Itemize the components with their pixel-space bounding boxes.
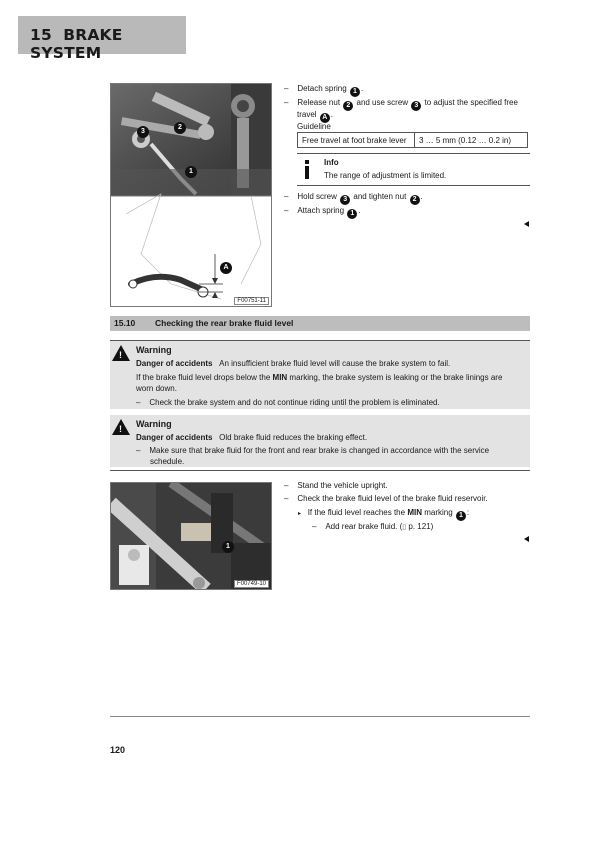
warning2-action: – Make sure that brake fluid for the front and rear brake is changed in accordance with the service [136,446,490,455]
warning1-line2: If the brake fluid level drops below the MIN marking, the brake system is leaking or the brake linings are [136,373,503,382]
warning2-line1: Danger of accidents Old brake fluid reduces the braking effect. [136,433,368,442]
step-detach-spring: – Detach spring 1 . [284,84,364,95]
end-marker-icon [524,221,529,227]
step-stand-upright: – Stand the vehicle upright. [284,481,388,490]
warning1-line3: worn down. [136,384,177,393]
warning1-title: Warning [136,345,172,355]
warning-exclamation: ! [119,350,122,360]
callout-3-inline: 3 [411,101,421,111]
callout-2-inline-2: 2 [410,195,420,205]
warning1-line1: Danger of accidents An insufficient brake fluid level will cause the brake system to fail. [136,359,451,368]
warning-box-1 [110,341,530,409]
info-title: Info [324,158,339,167]
warning1-action: – Check the brake system and do not continue riding until the problem is eliminated. [136,398,440,407]
callout-3: 3 [137,126,149,138]
info-top-rule [297,153,530,154]
guideline-label: Guideline [297,122,331,131]
section-title: Checking the rear brake fluid level [155,318,294,328]
figure-code: F00751-11 [234,297,269,305]
callout-2: 2 [174,122,186,134]
step-add-fluid: – Add rear brake fluid. (▯ p. 121) [312,522,434,531]
figure2-code: F00749-10 [234,580,269,588]
callout-1-inline: 1 [350,87,360,97]
callout-A: A [220,262,232,274]
info-bottom-rule [297,185,530,186]
chapter-title: BRAKE SYSTEM [30,26,123,62]
step-release-nut-cont: travel A . [297,110,334,121]
callout-2-inline: 2 [343,101,353,111]
chapter-header [18,16,186,62]
figure-brake-lever [110,83,272,307]
condition-min: ▸ If the fluid level reaches the MIN marking 1 : [298,508,470,519]
callout-1-inline-3: 1 [456,511,466,521]
section-heading [110,316,530,331]
figure-fluid-reservoir [110,482,272,590]
step-attach-spring: – Attach spring 1 . [284,206,361,217]
reservoir-photo [111,483,271,589]
info-icon [302,160,312,179]
guideline-table [297,132,528,148]
book-icon: ▯ [402,524,407,531]
page-number: 120 [110,745,126,755]
section-number: 15.10 [114,318,136,328]
step-hold-screw: – Hold screw 3 and tighten nut 2 . [284,192,423,203]
callout-3-inline-2: 3 [340,195,350,205]
guideline-key: Free travel at foot brake lever [298,133,415,148]
brake-lever-illustration [111,84,271,306]
warning2-title: Warning [136,419,172,429]
chapter-number: 15 [30,26,52,44]
warning2-action-cont: schedule. [150,457,185,466]
warning-exclamation-2: ! [119,424,122,434]
warning2-bottom-rule [110,470,530,471]
step-release-nut: – Release nut 2 and use screw 3 to adjust the specified free [284,98,518,109]
page-ref-link[interactable]: p. 121 [408,522,431,531]
callout-1-inline-2: 1 [347,209,357,219]
guideline-value: 3 … 5 mm (0.12 … 0.2 in) [415,133,528,148]
step-check-level: – Check the brake fluid level of the brake fluid reservoir. [284,494,488,503]
callout-1-fig2: 1 [222,541,234,553]
info-text: The range of adjustment is limited. [324,171,447,180]
callout-A-inline: A [320,113,330,123]
warning-box-2 [110,415,530,467]
end-marker-icon-2 [524,536,529,542]
footer-rule [110,716,530,717]
callout-1: 1 [185,166,197,178]
